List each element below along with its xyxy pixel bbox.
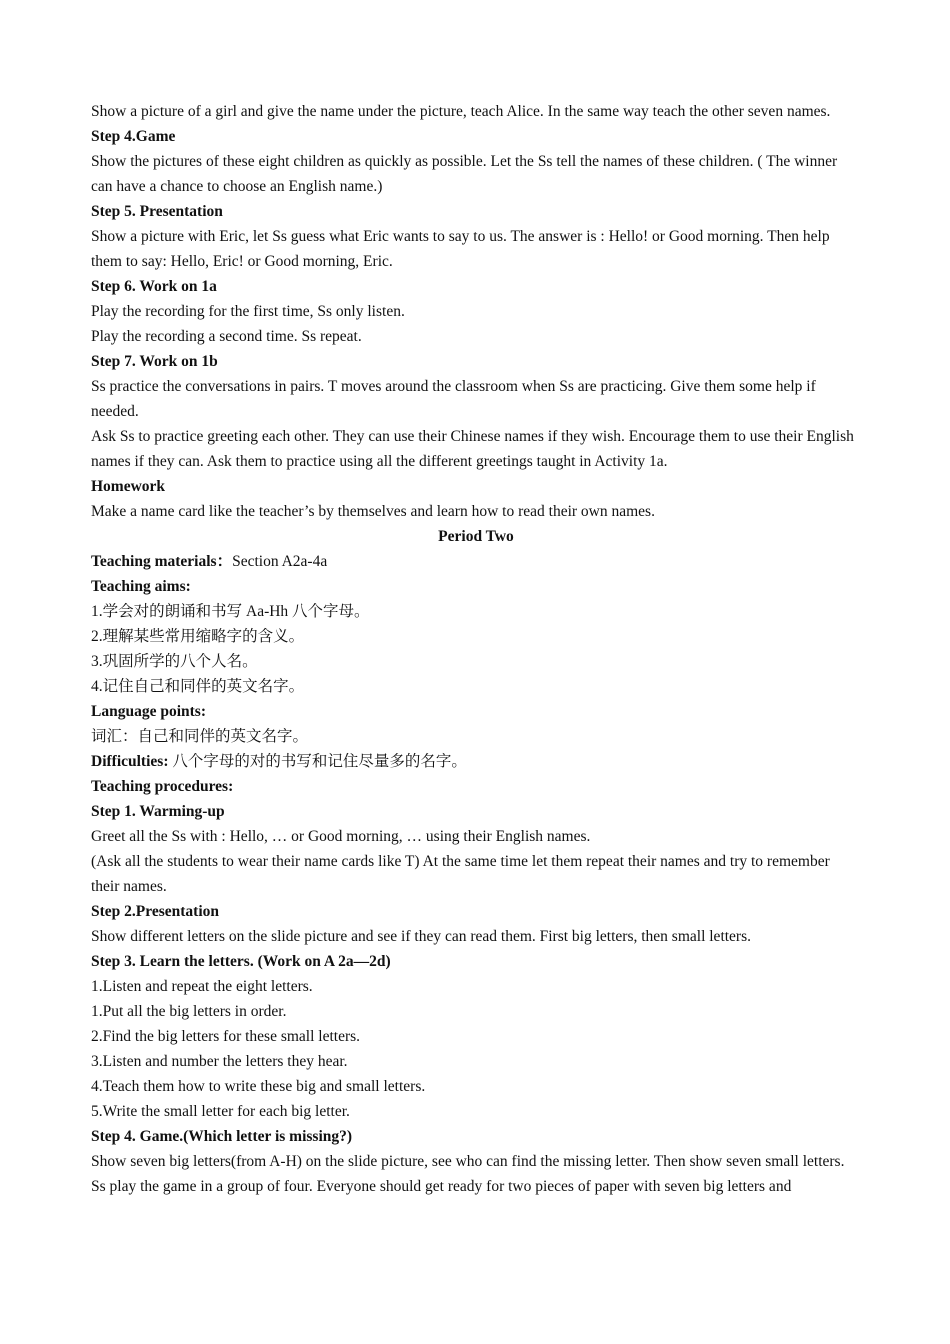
body-paragraph: Play the recording a second time. Ss repeat. [91,328,362,345]
body-paragraph: 1.学会对的朗诵和书写 Aa-Hh 八个字母。 [91,603,370,620]
section-heading: Step 4. Game.(Which letter is missing?) [91,1128,353,1145]
paragraph-value: 八个字母的对的书写和记住尽量多的名字。 [168,753,467,770]
labeled-paragraph [91,549,861,574]
body-paragraph: 1.Put all the big letters in order. [91,1003,287,1020]
section-heading: Step 2.Presentation [91,903,220,920]
body-paragraph: 2.Find the big letters for these small letters. [91,1028,361,1045]
body-paragraph: 3.Listen and number the letters they hear. [91,1053,348,1070]
section-heading: Teaching aims: [91,578,191,595]
body-paragraph: 2.理解某些常用缩略字的含义。 [91,628,305,645]
section-heading: Step 6. Work on 1a [91,278,217,295]
section-heading: Language points: [91,703,206,720]
body-paragraph: 3.巩固所学的八个人名。 [91,653,258,670]
section-heading: Homework [91,478,166,495]
body-paragraph: Show seven big letters(from A-H) on the slide picture, see who can find the missing letter. Then show seven small letters. [91,1153,845,1170]
body-paragraph: Show different letters on the slide picture and see if they can read them. First big letters, then small letters. [91,928,751,945]
paragraph-value: Section A2a-4a [232,553,328,570]
body-paragraph: Show the pictures of these eight children as quickly as possible. Let the Ss tell the names of these children. ( The winner can have a chance to choose an English name.) [91,153,838,195]
labeled-paragraph [91,749,861,774]
section-heading: Step 5. Presentation [91,203,223,220]
body-paragraph: Make a name card like the teacher’s by themselves and learn how to read their own names. [91,503,655,520]
section-heading: Teaching procedures: [91,778,234,795]
body-paragraph: Ss practice the conversations in pairs. T moves around the classroom when Ss are practicing. Give them some help if needed. [91,378,816,420]
body-paragraph: Ss play the game in a group of four. Everyone should get ready for two pieces of paper with seven big letters and [91,1178,792,1195]
section-heading: Step 3. Learn the letters. (Work on A 2a—2d) [91,953,391,970]
document-page [91,99,861,1199]
section-heading: Step 7. Work on 1b [91,353,218,370]
body-paragraph: 4.记住自己和同伴的英文名字。 [91,678,305,695]
body-paragraph: Play the recording for the first time, Ss only listen. [91,303,405,320]
body-paragraph: 词汇：自己和同伴的英文名字。 [91,728,309,745]
body-paragraph: Greet all the Ss with : Hello, … or Good morning, … using their English names. [91,828,591,845]
section-heading: Step 4.Game [91,128,176,145]
paragraph-label: Teaching materials： [91,553,233,570]
body-paragraph: 5.Write the small letter for each big letter. [91,1103,350,1120]
body-paragraph: 1.Listen and repeat the eight letters. [91,978,313,995]
section-heading: Step 1. Warming-up [91,803,225,820]
body-paragraph: Ask Ss to practice greeting each other. They can use their Chinese names if they wish. Encourage them to use their English names if they can. Ask them to practice using all the different greetings taught in Activity 1a. [91,428,854,470]
period-title: Period Two [438,528,514,545]
body-paragraph: (Ask all the students to wear their name cards like T) At the same time let them repeat their names and try to remember their names. [91,853,830,895]
body-paragraph: Show a picture of a girl and give the name under the picture, teach Alice. In the same way teach the other seven names. [91,103,831,120]
body-paragraph: Show a picture with Eric, let Ss guess what Eric wants to say to us. The answer is : Hello! or Good morning. Then help them to say: Hello, Eric! or Good morning, Eric. [91,228,830,270]
paragraph-label: Difficulties: [91,753,169,770]
body-paragraph: 4.Teach them how to write these big and small letters. [91,1078,426,1095]
